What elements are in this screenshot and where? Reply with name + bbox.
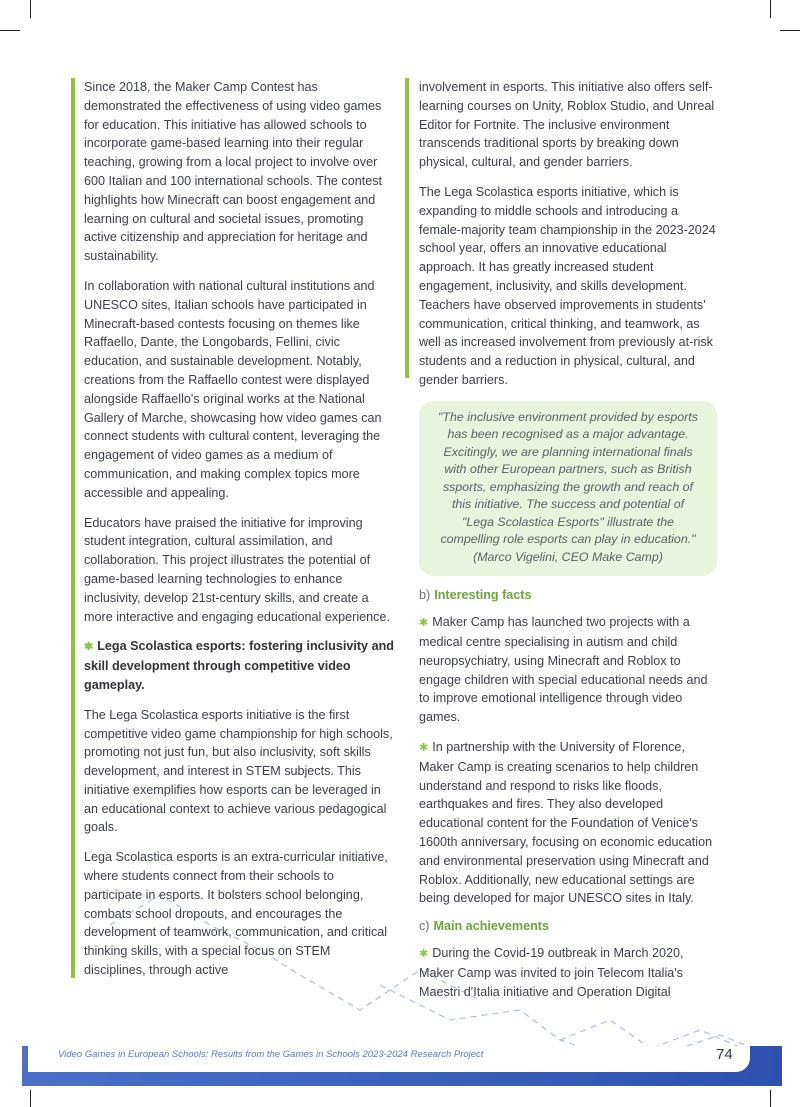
subsection-title: Main achievements bbox=[433, 919, 549, 934]
subsection-b-heading bbox=[419, 588, 717, 602]
star-icon: ✱ bbox=[84, 641, 94, 654]
paragraph: Lega Scolastica esports is an extra-curricular initiative, where students connect from their schools to participate in esports. It bolsters school belonging, combats school dropouts, and encourages the development of teamwork, communication, and critical thinking skills, with a special focus on STEM disciplines, through active bbox=[84, 850, 388, 978]
quote-box: "The inclusive environment provided by esports has been recognised as a major advantage. Excitingly, we are planning international finals with other European partners, such as British ssports, emphasizing the growth and reach of this initiative. The success and potential of "Lega Scolastica Esports" illustrate the compelling role esports can play in education." (Marco Vigelini, CEO Make Camp) bbox=[419, 401, 717, 577]
section-heading bbox=[84, 637, 394, 694]
achievement-item bbox=[419, 944, 717, 1001]
paragraph: Since 2018, the Maker Camp Contest has demonstrated the effectiveness of using video games for education. This initiative has allowed schools to incorporate game-based learning into their regular teaching, growing from a local project to involve over 600 Italian and 100 international schools. The contest highlights how Minecraft can boost engagement and learning on cultural and societal issues, promoting active citizenship and appreciation for heritage and sustainability. bbox=[84, 80, 383, 264]
subsection-letter: b) bbox=[419, 588, 431, 603]
fact-item bbox=[419, 738, 717, 908]
subsection-c-heading bbox=[419, 919, 717, 933]
fact-item bbox=[419, 613, 717, 727]
star-icon: ✱ bbox=[419, 948, 429, 961]
paragraph: involvement in esports. This initiative also offers self-learning courses on Unity, Roblox Studio, and Unreal Editor for Fortnite. The inclusive environment transcends traditional sports by breaking down physical, cultural, and gender barriers. bbox=[419, 80, 715, 170]
paragraph: The Lega Scolastica esports initiative is the first competitive video game championship for high schools, promoting not just fun, but also inclusivity, soft skills development, and interest in STEM subjects. This initiative exemplifies how esports can be leveraged in an educational context to achieve various pedagogical goals. bbox=[84, 707, 393, 835]
subsection-letter: c) bbox=[419, 919, 430, 934]
star-icon: ✱ bbox=[419, 617, 429, 630]
left-column bbox=[71, 78, 394, 978]
subsection-title: Interesting facts bbox=[434, 588, 532, 603]
section-heading-text: Lega Scolastica esports: fostering inclusivity and skill development through competitive video gameplay. bbox=[84, 639, 394, 692]
star-icon: ✱ bbox=[419, 742, 429, 755]
achievement-text: During the Covid-19 outbreak in March 2020, Maker Camp was invited to join Telecom Italia's Maestri d'Italia initiative and Operation Digital bbox=[419, 946, 684, 999]
page-number: 74 bbox=[716, 1046, 733, 1063]
fact-text: In partnership with the University of Florence, Maker Camp is creating scenarios to help children understand and respond to risks like floods, earthquakes and fires. They also developed educational content for the Foundation of Venice's 1600th anniversary, focusing on economic education and environmental preservation using Minecraft and Roblox. Additionally, new educational settings are being developed for major UNESCO sites in Italy. bbox=[419, 740, 713, 906]
fact-text: Maker Camp has launched two projects with a medical centre specialising in autism and child neuropsychiatry, using Minecraft and Roblox to engage children with special educational needs and to improve emotional intelligence through video games. bbox=[419, 615, 708, 725]
paragraph: In collaboration with national cultural institutions and UNESCO sites, Italian schools have participated in Minecraft-based contests focusing on themes like Raffaello, Dante, the Longobards, Fellini, civic education, and sustainable development. Notably, creations from the Raffaello contest were displayed alongside Raffaello's original works at the National Gallery of Marche, showcasing how video games can connect students with cultural content, leveraging the engagement of video games as a medium of communication, and making complex topics more accessible and appealing. bbox=[84, 278, 382, 500]
paragraph: The Lega Scolastica esports initiative, which is expanding to middle schools and introducing a female-majority team championship in the 2023-2024 school year, offers an innovative educational approach. It has greatly increased student engagement, inclusivity, and skills development. Teachers have observed improvements in students' communication, critical thinking, and teamwork, as well as increased involvement from previously at-risk students and a reduction in physical, cultural, and gender barriers. bbox=[419, 184, 716, 387]
footer-title: Video Games in European Schools: Results from the Games in Schools 2023-2024 Research Project bbox=[58, 1049, 484, 1060]
accent-bar bbox=[405, 78, 409, 378]
right-column bbox=[405, 78, 717, 1013]
paragraph: Educators have praised the initiative for improving student integration, cultural assimilation, and collaboration. This project illustrates the potential of game-based learning technologies to enhance inclusivity, develop 21st-century skills, and create a more interactive and engaging educational experience. bbox=[84, 515, 390, 624]
